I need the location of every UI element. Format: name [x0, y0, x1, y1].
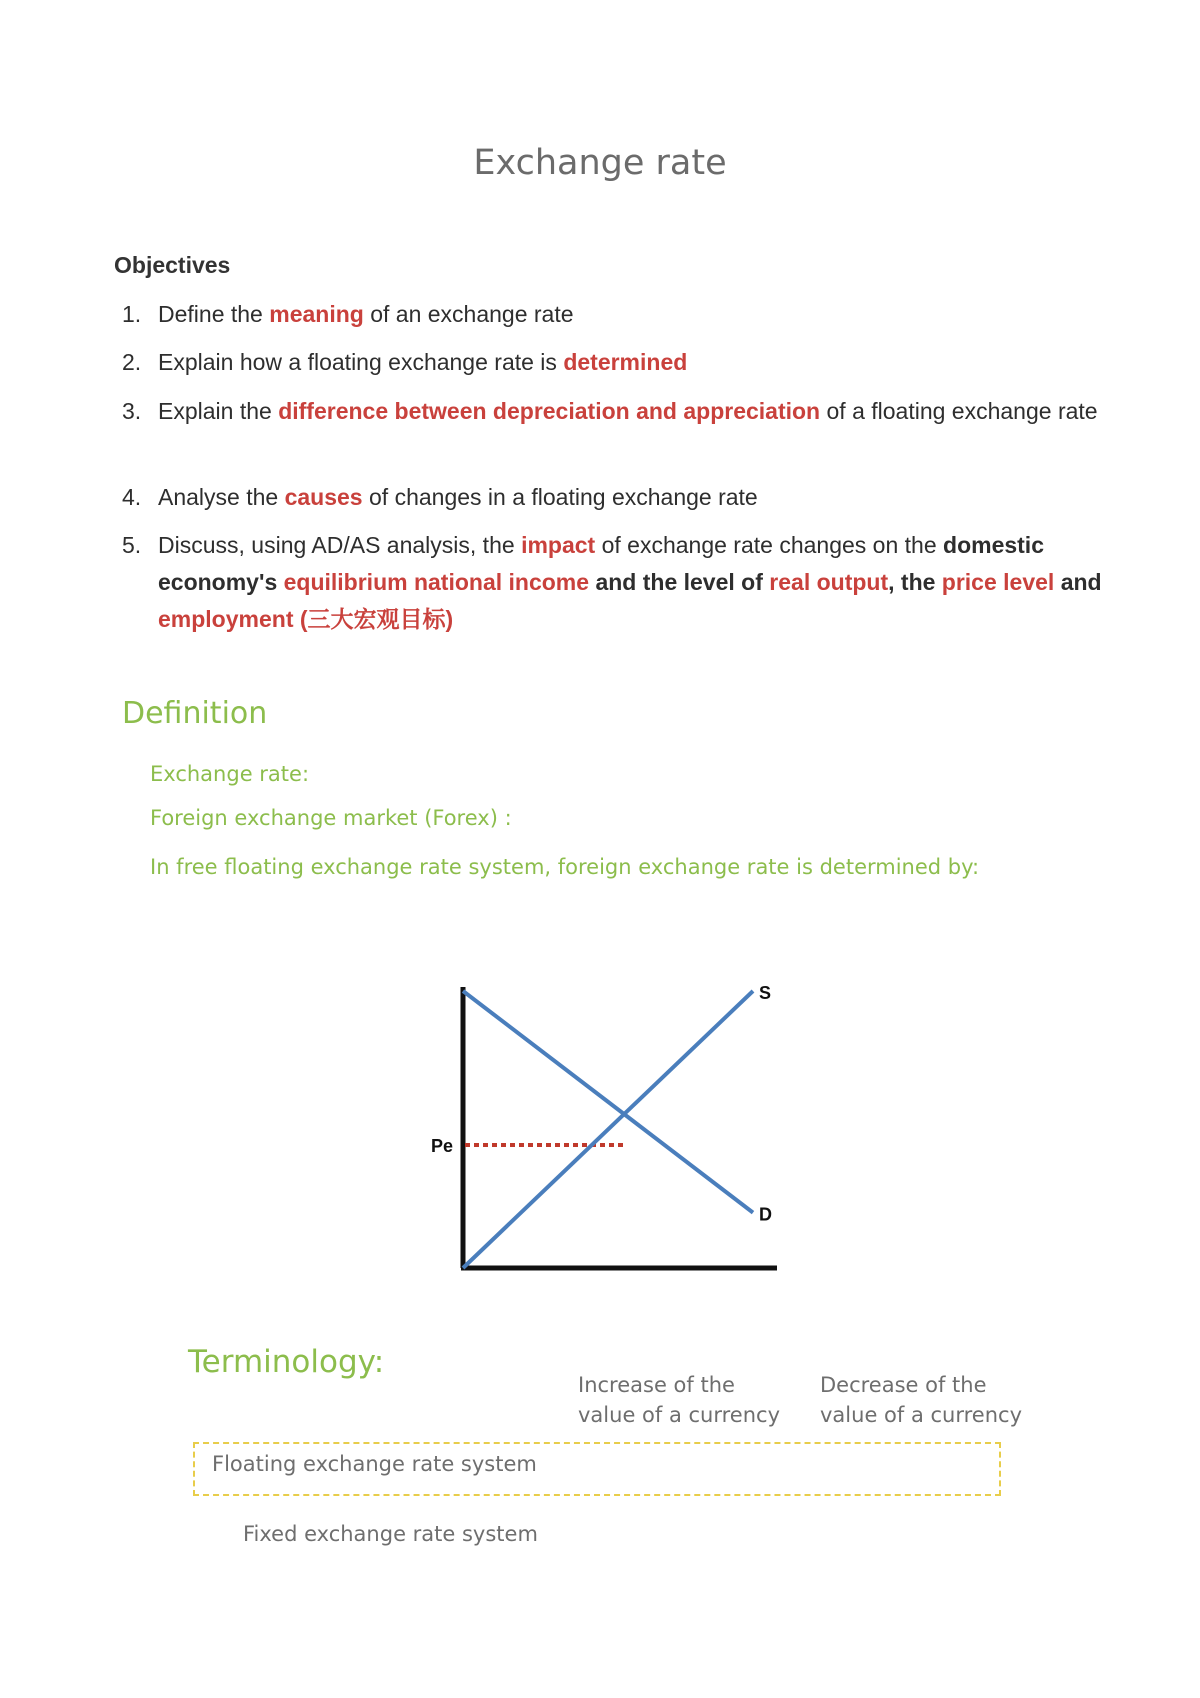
- d-curve: [463, 991, 753, 1213]
- objective-number: 3.: [122, 398, 142, 424]
- objective-text-segment: difference between depreciation and appreciation: [278, 398, 821, 424]
- objective-text-segment: employment (三大宏观目标): [158, 606, 454, 632]
- free-floating-text: In free floating exchange rate system, foreign exchange rate is determined by:: [150, 855, 980, 879]
- supply-demand-chart: [415, 985, 855, 1285]
- term-row-floating: Floating exchange rate system: [212, 1452, 537, 1476]
- objective-text: [158, 344, 1118, 381]
- objective-text-segment: Analyse the: [158, 484, 285, 510]
- terminology-heading: Terminology:: [188, 1344, 385, 1380]
- exchange-rate-label: Exchange rate:: [150, 762, 310, 786]
- objective-text-segment: causes: [284, 484, 363, 510]
- objective-text-segment: Discuss, using AD/AS analysis, the: [158, 532, 522, 558]
- pe-tick-label: Pe: [430, 1136, 453, 1157]
- objective-text-segment: of changes in a floating exchange rate: [362, 484, 758, 510]
- objective-text-segment: real output: [769, 569, 889, 595]
- objective-text-segment: and: [1054, 569, 1102, 595]
- objective-text-segment: and the level of: [589, 569, 770, 595]
- s-curve: [463, 991, 753, 1268]
- forex-label: Foreign exchange market (Forex) :: [150, 806, 512, 830]
- decrease-header-line: Decrease of the: [820, 1373, 987, 1397]
- objectives-heading: Objectives: [114, 252, 231, 278]
- objective-text-segment: of exchange rate changes on the: [595, 532, 944, 558]
- d-curve-label: D: [759, 1204, 772, 1225]
- objective-text-segment: Define the: [158, 301, 270, 327]
- objective-text: [158, 479, 1118, 516]
- objective-number: 1.: [122, 301, 142, 327]
- s-curve-label: S: [759, 985, 772, 1003]
- definition-heading: Definition: [122, 696, 268, 731]
- objective-text-segment: of a floating exchange rate: [820, 398, 1098, 424]
- objective-text-segment: meaning: [269, 301, 364, 327]
- objective-text-segment: Explain how a floating exchange rate is: [158, 349, 564, 375]
- objective-text: [158, 527, 1118, 638]
- objective-text: [158, 296, 1118, 333]
- increase-column-header: [578, 1370, 780, 1430]
- increase-header-line: value of a currency: [578, 1403, 780, 1427]
- objective-text: [158, 393, 1118, 430]
- objective-text-segment: of an exchange rate: [363, 301, 574, 327]
- objective-number: 5.: [122, 532, 142, 558]
- objective-text-segment: equilibrium national income: [283, 569, 590, 595]
- objective-text-segment: determined: [563, 349, 688, 375]
- objective-text-segment: , the: [888, 569, 942, 595]
- objective-number: 4.: [122, 484, 142, 510]
- objective-text-segment: price level: [941, 569, 1055, 595]
- increase-header-line: Increase of the: [578, 1373, 735, 1397]
- page-title: Exchange rate: [473, 143, 727, 183]
- term-row-fixed: Fixed exchange rate system: [243, 1522, 538, 1546]
- decrease-header-line: value of a currency: [820, 1403, 1022, 1427]
- decrease-column-header: [820, 1370, 1022, 1430]
- objective-number: 2.: [122, 349, 142, 375]
- objective-text-segment: domestic economy's: [158, 532, 1044, 595]
- objective-text-segment: Explain the: [158, 398, 279, 424]
- objective-text-segment: impact: [521, 532, 596, 558]
